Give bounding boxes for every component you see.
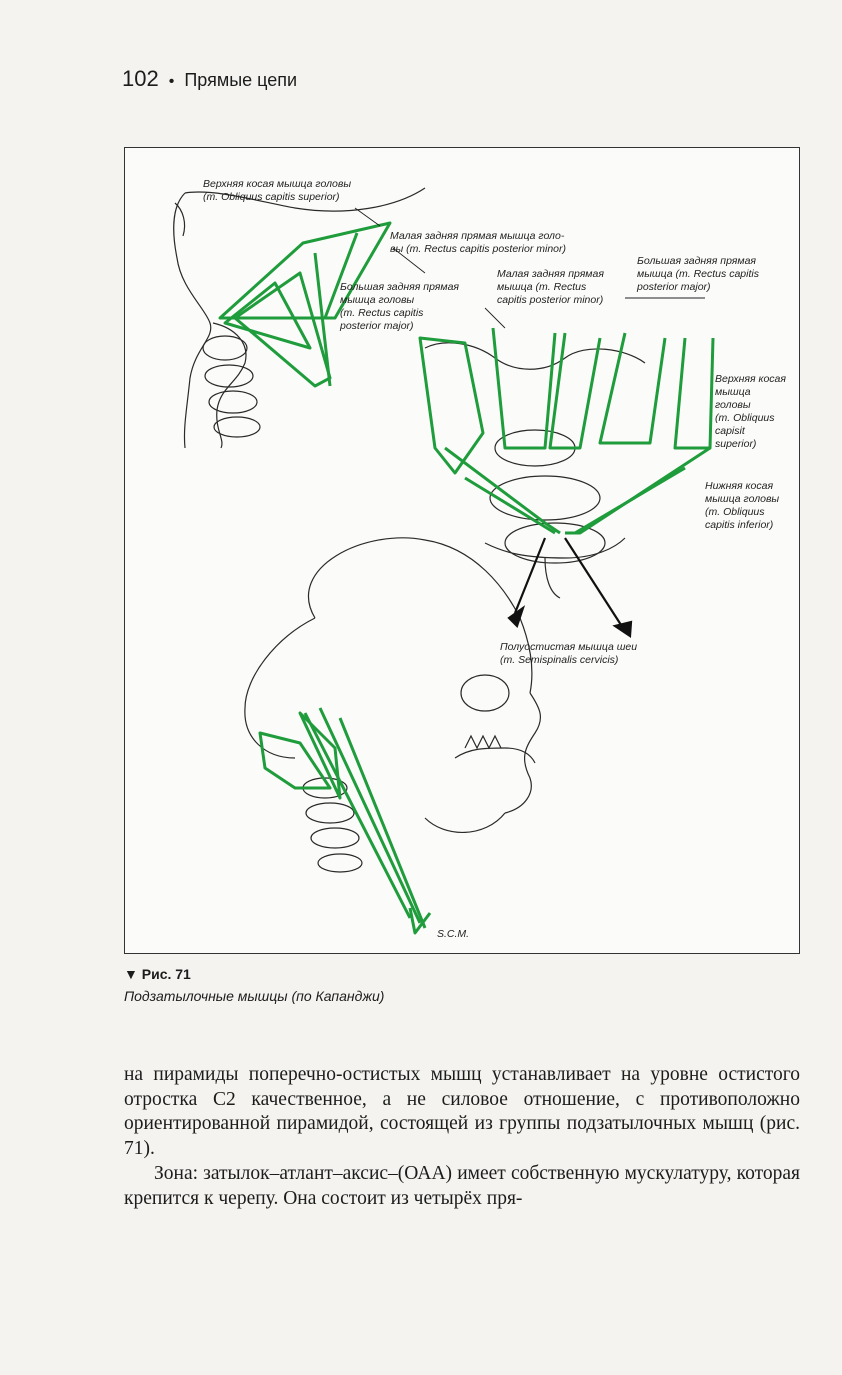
label-obliquus-superior-left: Верхняя косая мышца головы (m. Obliquus capitis superior) — [203, 178, 352, 203]
header-bullet: • — [168, 73, 175, 90]
running-title: Прямые цепи — [184, 70, 298, 90]
page-header — [122, 66, 802, 96]
label-rectus-major-right: Большая задняя прямая мышца (m. Rectus capitis posterior major) — [637, 255, 759, 293]
figure-71 — [124, 147, 800, 954]
label-rectus-minor-right: Малая задняя прямая мышца (m. Rectus capitis posterior minor) — [497, 268, 604, 306]
figure-caption-number: ▼ Рис. 71 — [124, 966, 191, 982]
figure-caption-text: Подзатылочные мышцы (по Капанджи) — [124, 988, 385, 1004]
label-rectus-major-left: Большая задняя прямая мышца головы (m. Rectus capitis posterior major) — [340, 281, 460, 332]
label-rectus-minor-left: Малая задняя прямая мышца голо- вы (m. Rectus capitis posterior minor) — [390, 230, 566, 255]
page-number: 102 — [122, 66, 159, 91]
label-obliquus-inferior: Нижняя косая мышца головы (m. Obliquus capitis inferior) — [705, 480, 780, 531]
label-semispinalis: Полуостистая мышца шеи (m. Semispinalis cervicis) — [500, 641, 638, 666]
body-paragraph-2: Зона: затылок–атлант–аксис–(ОАА) имеет собственную мускулатуру, которая крепится к черепу. Она состоит из четырёх пря- — [124, 1163, 800, 1209]
triangle-down-icon: ▼ — [124, 966, 138, 982]
label-scm: S.C.M. — [437, 928, 470, 940]
label-obliquus-superior-right: Верхняя косая мышца головы (m. Obliquus capisit superior) — [715, 373, 786, 450]
body-paragraph-1: на пирамиды поперечно-остистых мышц устанавливает на уровне остистого отростка С2 качественное, а не силовое отношение, с противоположно ориентированной пирамидой, состоящей из группы подзатылочных мышц (рис. 71). — [124, 1064, 800, 1159]
